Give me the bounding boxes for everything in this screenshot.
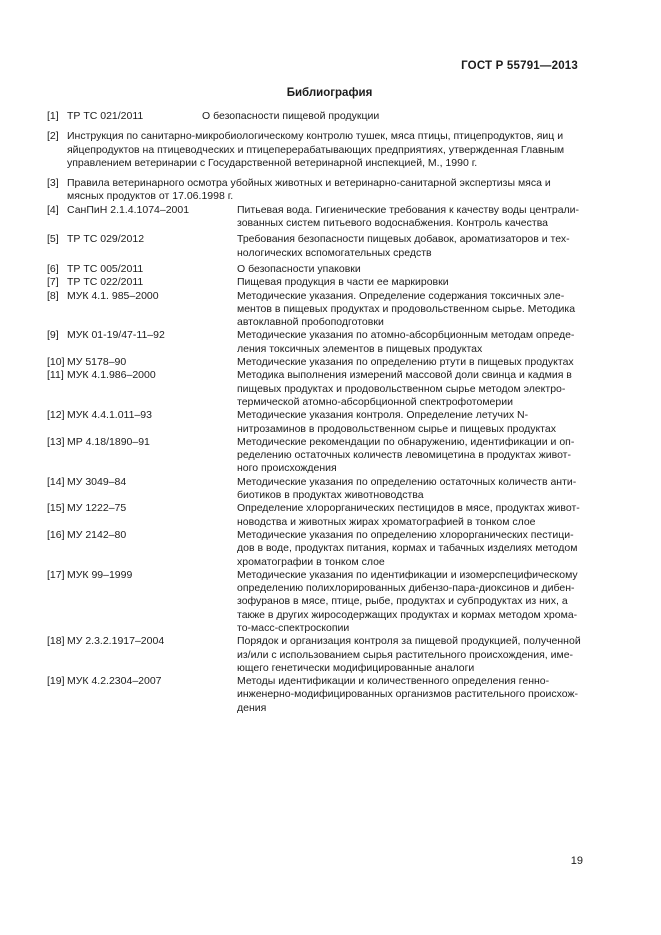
entry-description bbox=[237, 276, 612, 289]
entry-number: [6] bbox=[47, 262, 59, 275]
entry-line: нологических вспомогательных средств bbox=[237, 246, 432, 259]
entry-line: Методические указания контроля. Определение летучих N- bbox=[237, 409, 529, 422]
entry-description bbox=[237, 356, 612, 369]
entry-number: [2] bbox=[47, 130, 59, 143]
entry-code: МУ 2142–80 bbox=[67, 528, 127, 541]
entry-code: МУК 4.2.2304–2007 bbox=[67, 675, 162, 688]
entry-line: Методические указания. Определение содержания токсичных эле- bbox=[237, 289, 565, 302]
entry-number: [16] bbox=[47, 528, 65, 541]
entry-description bbox=[237, 569, 612, 635]
entry-number: [1] bbox=[47, 110, 59, 122]
entry-text bbox=[67, 177, 612, 204]
entry-line: хроматографии в тонком слое bbox=[237, 555, 385, 568]
bibliography-entry bbox=[47, 436, 612, 476]
entry-number: [19] bbox=[47, 675, 65, 688]
entry-description bbox=[237, 233, 612, 260]
entry-line: Требования безопасности пищевых добавок, ароматизаторов и тех- bbox=[237, 233, 570, 246]
entry-description bbox=[237, 329, 612, 356]
entry-line: мясных продуктов от 17.06.1998 г. bbox=[67, 190, 234, 203]
entry-number: [11] bbox=[47, 369, 64, 382]
entry-line: ределению остаточных количеств левомицетина в продуктах живот- bbox=[237, 449, 571, 462]
bibliography-entry bbox=[47, 177, 612, 204]
entry-description bbox=[237, 369, 612, 409]
entry-line: зованных систем питьевого водоснабжения. Контроль качества bbox=[237, 217, 549, 230]
entry-line: О безопасности пищевой продукции bbox=[202, 110, 380, 122]
bibliography-entry bbox=[47, 356, 612, 369]
entry-code: МУК 4.4.1.011–93 bbox=[67, 409, 152, 422]
bibliography-entry bbox=[47, 529, 612, 569]
entry-description bbox=[237, 409, 612, 436]
entry-line: зофуранов в мясе, птице, рыбе, продуктах и субпродуктах из них, а bbox=[237, 595, 568, 608]
entry-code: ТР ТС 022/2011 bbox=[67, 276, 144, 289]
bibliography-entry bbox=[47, 130, 612, 170]
entry-line: Методические указания по атомно-абсорбционным методам опреде- bbox=[237, 329, 575, 342]
entry-code: МУ 2.3.2.1917–2004 bbox=[67, 635, 165, 648]
entry-line: Порядок и организация контроля за пищевой продукцией, полученной bbox=[237, 635, 581, 648]
entry-code: СанПиН 2.1.4.1074–2001 bbox=[67, 203, 190, 216]
bibliography-entry bbox=[47, 635, 612, 675]
entry-description bbox=[237, 204, 612, 231]
entry-code: МУК 01-19/47-11–92 bbox=[67, 329, 165, 342]
bibliography-entry bbox=[47, 290, 612, 330]
entry-line: ментов в пищевых продуктах и продовольственном сырье. Методика bbox=[237, 302, 576, 315]
entry-line: Определение хлорорганических пестицидов в мясе, продуктах живот- bbox=[237, 502, 580, 515]
entry-code: МР 4.18/1890–91 bbox=[67, 435, 150, 448]
entry-description bbox=[237, 502, 612, 529]
entry-line: ющего генетически модифицированные аналоги bbox=[237, 661, 475, 674]
entry-code: МУ 3049–84 bbox=[67, 475, 127, 488]
bibliography-list bbox=[47, 110, 612, 715]
entry-line: из/или с использованием сырья растительного происхождения, име- bbox=[237, 648, 574, 661]
entry-line: ного происхождения bbox=[237, 462, 337, 475]
entry-number: [17] bbox=[47, 568, 65, 581]
entry-line: Методические указания по определению остаточных количеств анти- bbox=[237, 475, 577, 488]
entry-line: Инструкция по санитарно-микробиологическому контролю тушек, мяса птицы, птицепродуктов, яиц и bbox=[67, 130, 564, 143]
entry-code: МУК 4.1. 985–2000 bbox=[67, 289, 159, 302]
entry-description bbox=[237, 675, 612, 715]
document-header: ГОСТ Р 55791—2013 bbox=[461, 60, 578, 72]
bibliography-entry bbox=[47, 409, 612, 436]
entry-line: новодства и животных жирах хроматографией в тонком слое bbox=[237, 515, 536, 528]
entry-description bbox=[237, 529, 612, 569]
entry-number: [18] bbox=[47, 635, 65, 648]
page-number: 19 bbox=[570, 855, 583, 867]
bibliography-entry bbox=[47, 369, 612, 409]
entry-line: инженерно-модифицированных организмов растительного происхож- bbox=[237, 688, 579, 701]
entry-line: Методы идентификации и количественного определения генно- bbox=[237, 675, 550, 688]
page-title: Библиография bbox=[286, 87, 373, 99]
entry-description bbox=[237, 263, 612, 276]
entry-line: термической атомно-абсорбционной спектрофотомерии bbox=[237, 395, 513, 408]
entry-line: дов в воде, продуктах питания, кормах и табачных изделиях методом bbox=[237, 542, 578, 555]
entry-description bbox=[237, 290, 612, 330]
entry-number: [4] bbox=[47, 203, 59, 216]
entry-line: биотиков в продуктах животноводства bbox=[237, 489, 424, 502]
entry-line: управлением ветеринарии с Государственной ветеринарной инспекцией, М., 1990 г. bbox=[67, 156, 478, 169]
entry-line: определению полихлорированных дибензо-пара-диоксинов и дибен- bbox=[237, 582, 575, 595]
entry-code: ТР ТС 021/2011 bbox=[67, 110, 144, 122]
entry-description bbox=[237, 436, 612, 476]
entry-number: [5] bbox=[47, 233, 59, 246]
entry-code: МУК 4.1.986–2000 bbox=[67, 369, 156, 382]
entry-line: О безопасности упаковки bbox=[237, 262, 361, 275]
bibliography-entry bbox=[47, 569, 612, 635]
bibliography-entry bbox=[47, 263, 612, 276]
entry-number: [3] bbox=[47, 177, 59, 190]
entry-code: ТР ТС 029/2012 bbox=[67, 233, 145, 246]
entry-line: ления токсичных элементов в пищевых продуктах bbox=[237, 342, 483, 355]
entry-line: нитрозаминов в продовольственном сырье и пищевых продуктах bbox=[237, 422, 556, 435]
bibliography-entry bbox=[47, 329, 612, 356]
entry-line: Пищевая продукция в части ее маркировки bbox=[237, 276, 449, 289]
entry-number: [9] bbox=[47, 329, 59, 342]
entry-number: [14] bbox=[47, 475, 65, 488]
bibliography-entry bbox=[47, 204, 612, 231]
entry-line: Питьевая вода. Гигиенические требования к качеству воды централи- bbox=[237, 203, 580, 216]
entry-text bbox=[67, 130, 612, 170]
entry-number: [15] bbox=[47, 502, 65, 515]
entry-line: Методические указания по определению ртути в пищевых продуктах bbox=[237, 356, 574, 369]
bibliography-entry bbox=[47, 675, 612, 715]
bibliography-entry bbox=[47, 276, 612, 289]
entry-line: Правила ветеринарного осмотра убойных животных и ветеринарно-санитарной экспертизы мяса и bbox=[67, 177, 551, 190]
bibliography-entry bbox=[47, 476, 612, 503]
entry-code: ТР ТС 005/2011 bbox=[67, 262, 144, 275]
entry-line: пищевых продуктах и продовольственном сырье методом электро- bbox=[237, 382, 566, 395]
entry-line: Методические указания по определению хлорорганических пестици- bbox=[237, 528, 574, 541]
entry-number: [12] bbox=[47, 409, 65, 422]
bibliography-entry bbox=[47, 502, 612, 529]
entry-code: МУК 99–1999 bbox=[67, 568, 133, 581]
entry-number: [8] bbox=[47, 289, 59, 302]
entry-description bbox=[202, 110, 612, 123]
entry-line: дения bbox=[237, 701, 267, 714]
entry-line: также в других жиросодержащих продуктах и кормах методом хрома- bbox=[237, 608, 578, 621]
entry-description bbox=[237, 635, 612, 675]
bibliography-entry bbox=[47, 233, 612, 260]
entry-description bbox=[237, 476, 612, 503]
entry-number: [10] bbox=[47, 356, 65, 369]
entry-code: МУ 1222–75 bbox=[67, 502, 127, 515]
entry-number: [7] bbox=[47, 276, 59, 289]
entry-code: МУ 5178–90 bbox=[67, 356, 127, 369]
entry-line: то-масс-спектроскопии bbox=[237, 621, 350, 634]
entry-line: автоклавной пробоподготовки bbox=[237, 316, 384, 329]
entry-line: Методика выполнения измерений массовой доли свинца и кадмия в bbox=[237, 369, 572, 382]
entry-number: [13] bbox=[47, 435, 65, 448]
entry-line: яйцепродуктов на птицеводческих и птицеперерабатывающих предприятиях, утвержденная Главным bbox=[67, 143, 565, 156]
entry-line: Методические указания по идентификации и изомерспецифическому bbox=[237, 568, 578, 581]
entry-line: Методические рекомендации по обнаружению, идентификации и оп- bbox=[237, 435, 575, 448]
bibliography-entry bbox=[47, 110, 612, 123]
